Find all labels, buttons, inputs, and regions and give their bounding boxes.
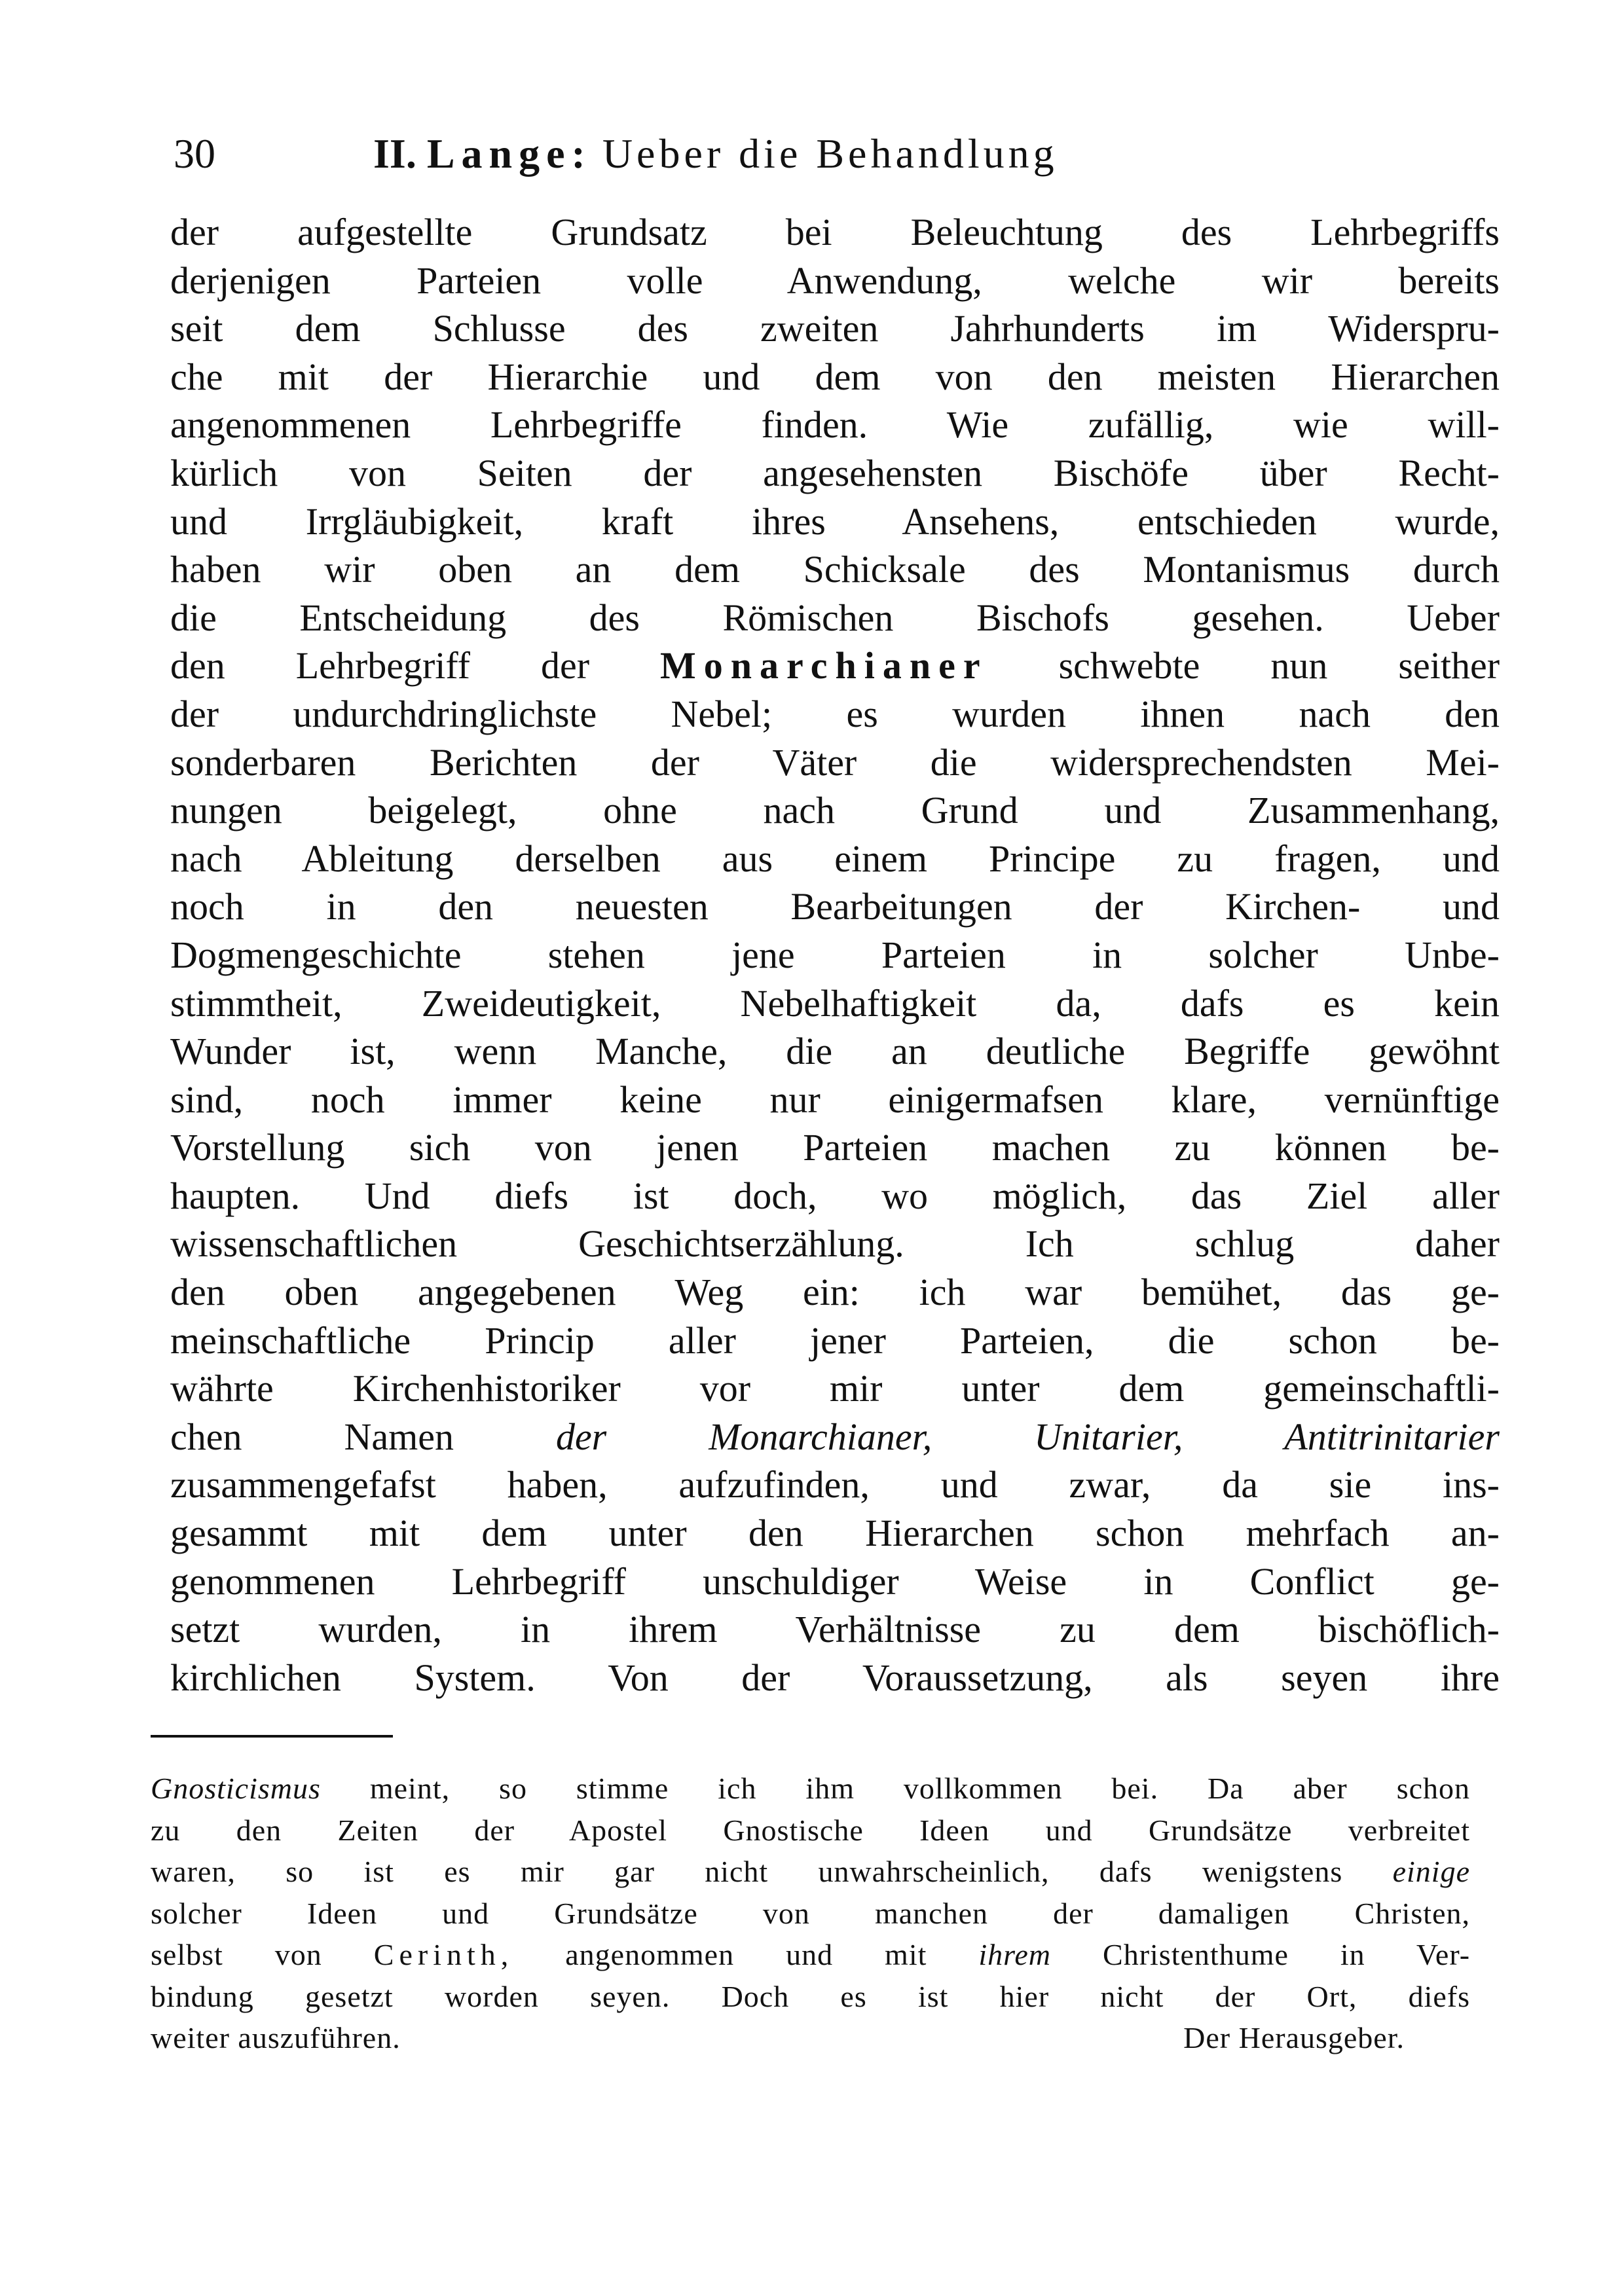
text-line: der undurchdringlichste Nebel; es wurden ihnen nach den — [170, 692, 1500, 735]
text-line: che mit der Hierarchie und dem von den meisten Hierarchen — [170, 355, 1500, 398]
page-number: 30 — [174, 130, 215, 177]
running-header — [174, 124, 1320, 183]
text-line: stimmtheit, Zweideutigkeit, Nebelhaftigkeit da, dafs es kein — [170, 981, 1500, 1025]
footnote-line — [151, 1768, 1470, 1810]
footnote-line: solcher Ideen und Grundsätze von manchen der damaligen Christen, — [151, 1896, 1470, 1930]
italic-term: ihrem — [978, 1938, 1052, 1971]
italic-term: der Monarchianer, Unitarier, Antitrinitarier — [555, 1415, 1500, 1458]
footnote-line: bindung gesetzt worden seyen. Doch es ist hier nicht der Ort, diefs — [151, 1979, 1470, 2013]
text-line: seit dem Schlusse des zweiten Jahrhunderts im Widerspru- — [170, 307, 1500, 350]
text-fragment: den Lehrbegriff der — [170, 644, 590, 687]
text-line: haupten. Und diefs ist doch, wo möglich, das Ziel aller — [170, 1174, 1500, 1217]
text-line: währte Kirchenhistoriker vor mir unter dem gemeinschaftli- — [170, 1367, 1500, 1410]
text-line: genommenen Lehrbegriff unschuldiger Weise in Conflict ge- — [170, 1559, 1500, 1603]
text-line — [170, 642, 1500, 690]
text-line: Wunder ist, wenn Manche, die an deutliche Begriffe gewöhnt — [170, 1030, 1500, 1073]
author-name: Lange: — [426, 130, 592, 177]
text-line: und Irrgläubigkeit, kraft ihres Ansehens, entschieden wurde, — [170, 500, 1500, 543]
text-line: noch in den neuesten Bearbeitungen der Kirchen- und — [170, 885, 1500, 928]
footnote-line — [151, 1934, 1470, 1976]
text-fragment: angenommen und mit — [565, 1938, 927, 1971]
footnote-line: zu den Zeiten der Apostel Gnostische Ideen und Grundsätze verbreitet — [151, 1813, 1470, 1847]
article-title: Ueber die Behandlung — [602, 130, 1058, 177]
text-fragment: weiter auszuführen. — [151, 2021, 401, 2054]
text-line: setzt wurden, in ihrem Verhältnisse zu dem bischöflich- — [170, 1608, 1500, 1651]
text-line: nungen beigelegt, ohne nach Grund und Zusammenhang, — [170, 789, 1500, 832]
text-line: Vorstellung sich von jenen Parteien machen zu können be- — [170, 1126, 1500, 1169]
italic-term: Gnosticismus — [151, 1772, 321, 1805]
text-line: zusammengefafst haben, aufzufinden, und zwar, da sie ins- — [170, 1463, 1500, 1506]
section-number: II. — [373, 130, 416, 177]
text-line: nach Ableitung derselben aus einem Principe zu fragen, und — [170, 837, 1500, 880]
footnote-signoff-line — [151, 2017, 1470, 2059]
text-line: Dogmengeschichte stehen jene Parteien in solcher Unbe- — [170, 933, 1500, 976]
text-line: wissenschaftlichen Geschichtserzählung. Ich schlug daher — [170, 1222, 1500, 1266]
text-fragment: chen Namen — [170, 1415, 454, 1458]
footnote — [151, 1768, 1470, 2059]
text-line: der aufgestellte Grundsatz bei Beleuchtung des Lehrbegriffs — [170, 211, 1500, 253]
text-line: meinschaftliche Princip aller jener Parteien, die schon be- — [170, 1319, 1500, 1362]
text-line: die Entscheidung des Römischen Bischofs gesehen. Ueber — [170, 596, 1500, 639]
text-line: kürlich von Seiten der angesehensten Bischöfe über Recht- — [170, 451, 1500, 494]
running-title — [373, 124, 1058, 183]
text-line: gesammt mit dem unter den Hierarchen schon mehrfach an- — [170, 1512, 1500, 1555]
footnote-divider — [151, 1735, 393, 1738]
text-fragment: meint, so stimme ich ihm vollkommen bei. Da aber schon — [369, 1772, 1471, 1805]
text-line: derjenigen Parteien volle Anwendung, welche wir bereits — [170, 259, 1500, 302]
text-fragment: selbst von — [151, 1938, 322, 1971]
text-fragment: Christenthume in Ver- — [1103, 1938, 1471, 1971]
main-text — [170, 208, 1500, 1702]
text-line: angenommenen Lehrbegriffe finden. Wie zufällig, wie will- — [170, 403, 1500, 446]
spaced-name: Cerinth, — [373, 1938, 514, 1971]
text-line: sonderbaren Berichten der Väter die widersprechendsten Mei- — [170, 740, 1500, 784]
text-fragment: waren, so ist es mir gar nicht unwahrscheinlich, dafs wenigstens — [151, 1855, 1343, 1888]
text-fragment: schwebte nun seither — [1058, 644, 1500, 687]
text-line: kirchlichen System. Von der Voraussetzung, als seyen ihre — [170, 1656, 1500, 1699]
footnote-line — [151, 1851, 1470, 1893]
text-line: sind, noch immer keine nur einigermafsen klare, vernünftige — [170, 1078, 1500, 1121]
italic-term: einige — [1392, 1855, 1470, 1888]
spaced-term: Monarchianer — [660, 644, 988, 687]
text-line: den oben angegebenen Weg ein: ich war bemühet, das ge- — [170, 1271, 1500, 1314]
text-line: haben wir oben an dem Schicksale des Montanismus durch — [170, 548, 1500, 591]
editor-signature: Der Herausgeber. — [1183, 2021, 1405, 2054]
text-line — [170, 1413, 1500, 1461]
